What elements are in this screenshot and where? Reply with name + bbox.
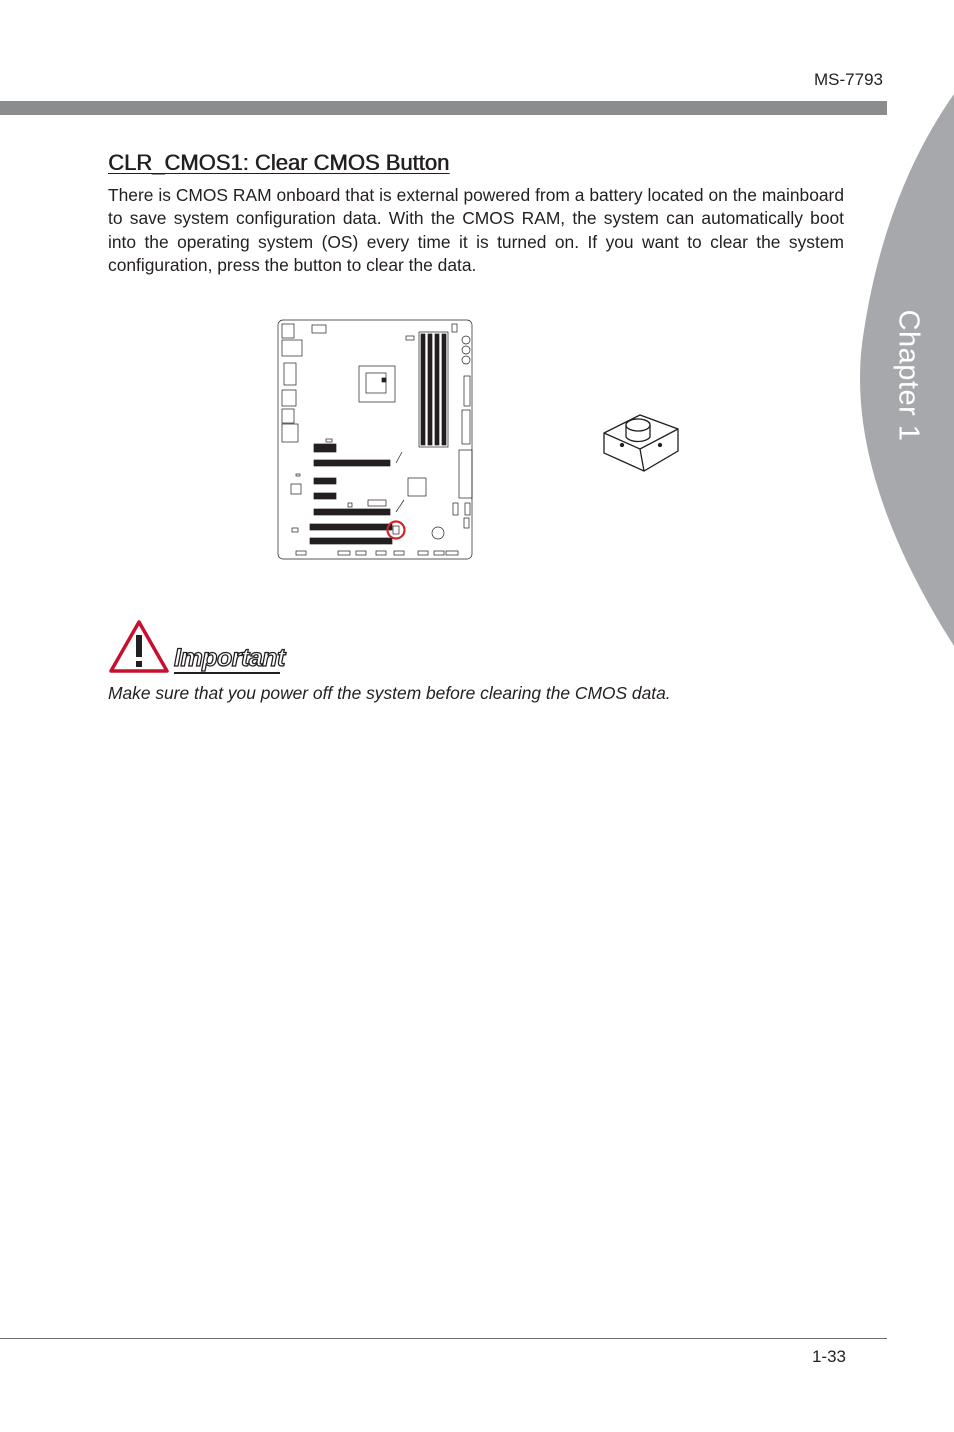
header-bar [0, 101, 887, 115]
footer-rule [0, 1338, 887, 1339]
push-button-icon [600, 405, 682, 475]
warning-triangle-icon [108, 619, 170, 675]
page-number: 1-33 [811, 1347, 846, 1366]
model-number: MS-7793 [814, 70, 883, 89]
important-underline [174, 672, 280, 674]
important-note: Make sure that you power off the system before clearing the CMOS data. [108, 683, 671, 703]
important-label: Important [174, 644, 285, 672]
cpu-socket [359, 366, 395, 402]
section-title: CLR_CMOS1: Clear CMOS Button [108, 150, 450, 175]
chapter-tab-label: Chapter 1 [892, 309, 925, 441]
section-body: There is CMOS RAM onboard that is external powered from a battery located on the mainboard to save system configuration data. With the CMOS RAM, the system can automatically boot into the operating system (OS) every time it is turned on. If you want to clear the system configuration, press the button to clear the data. [108, 185, 844, 275]
motherboard-diagram [276, 318, 476, 563]
